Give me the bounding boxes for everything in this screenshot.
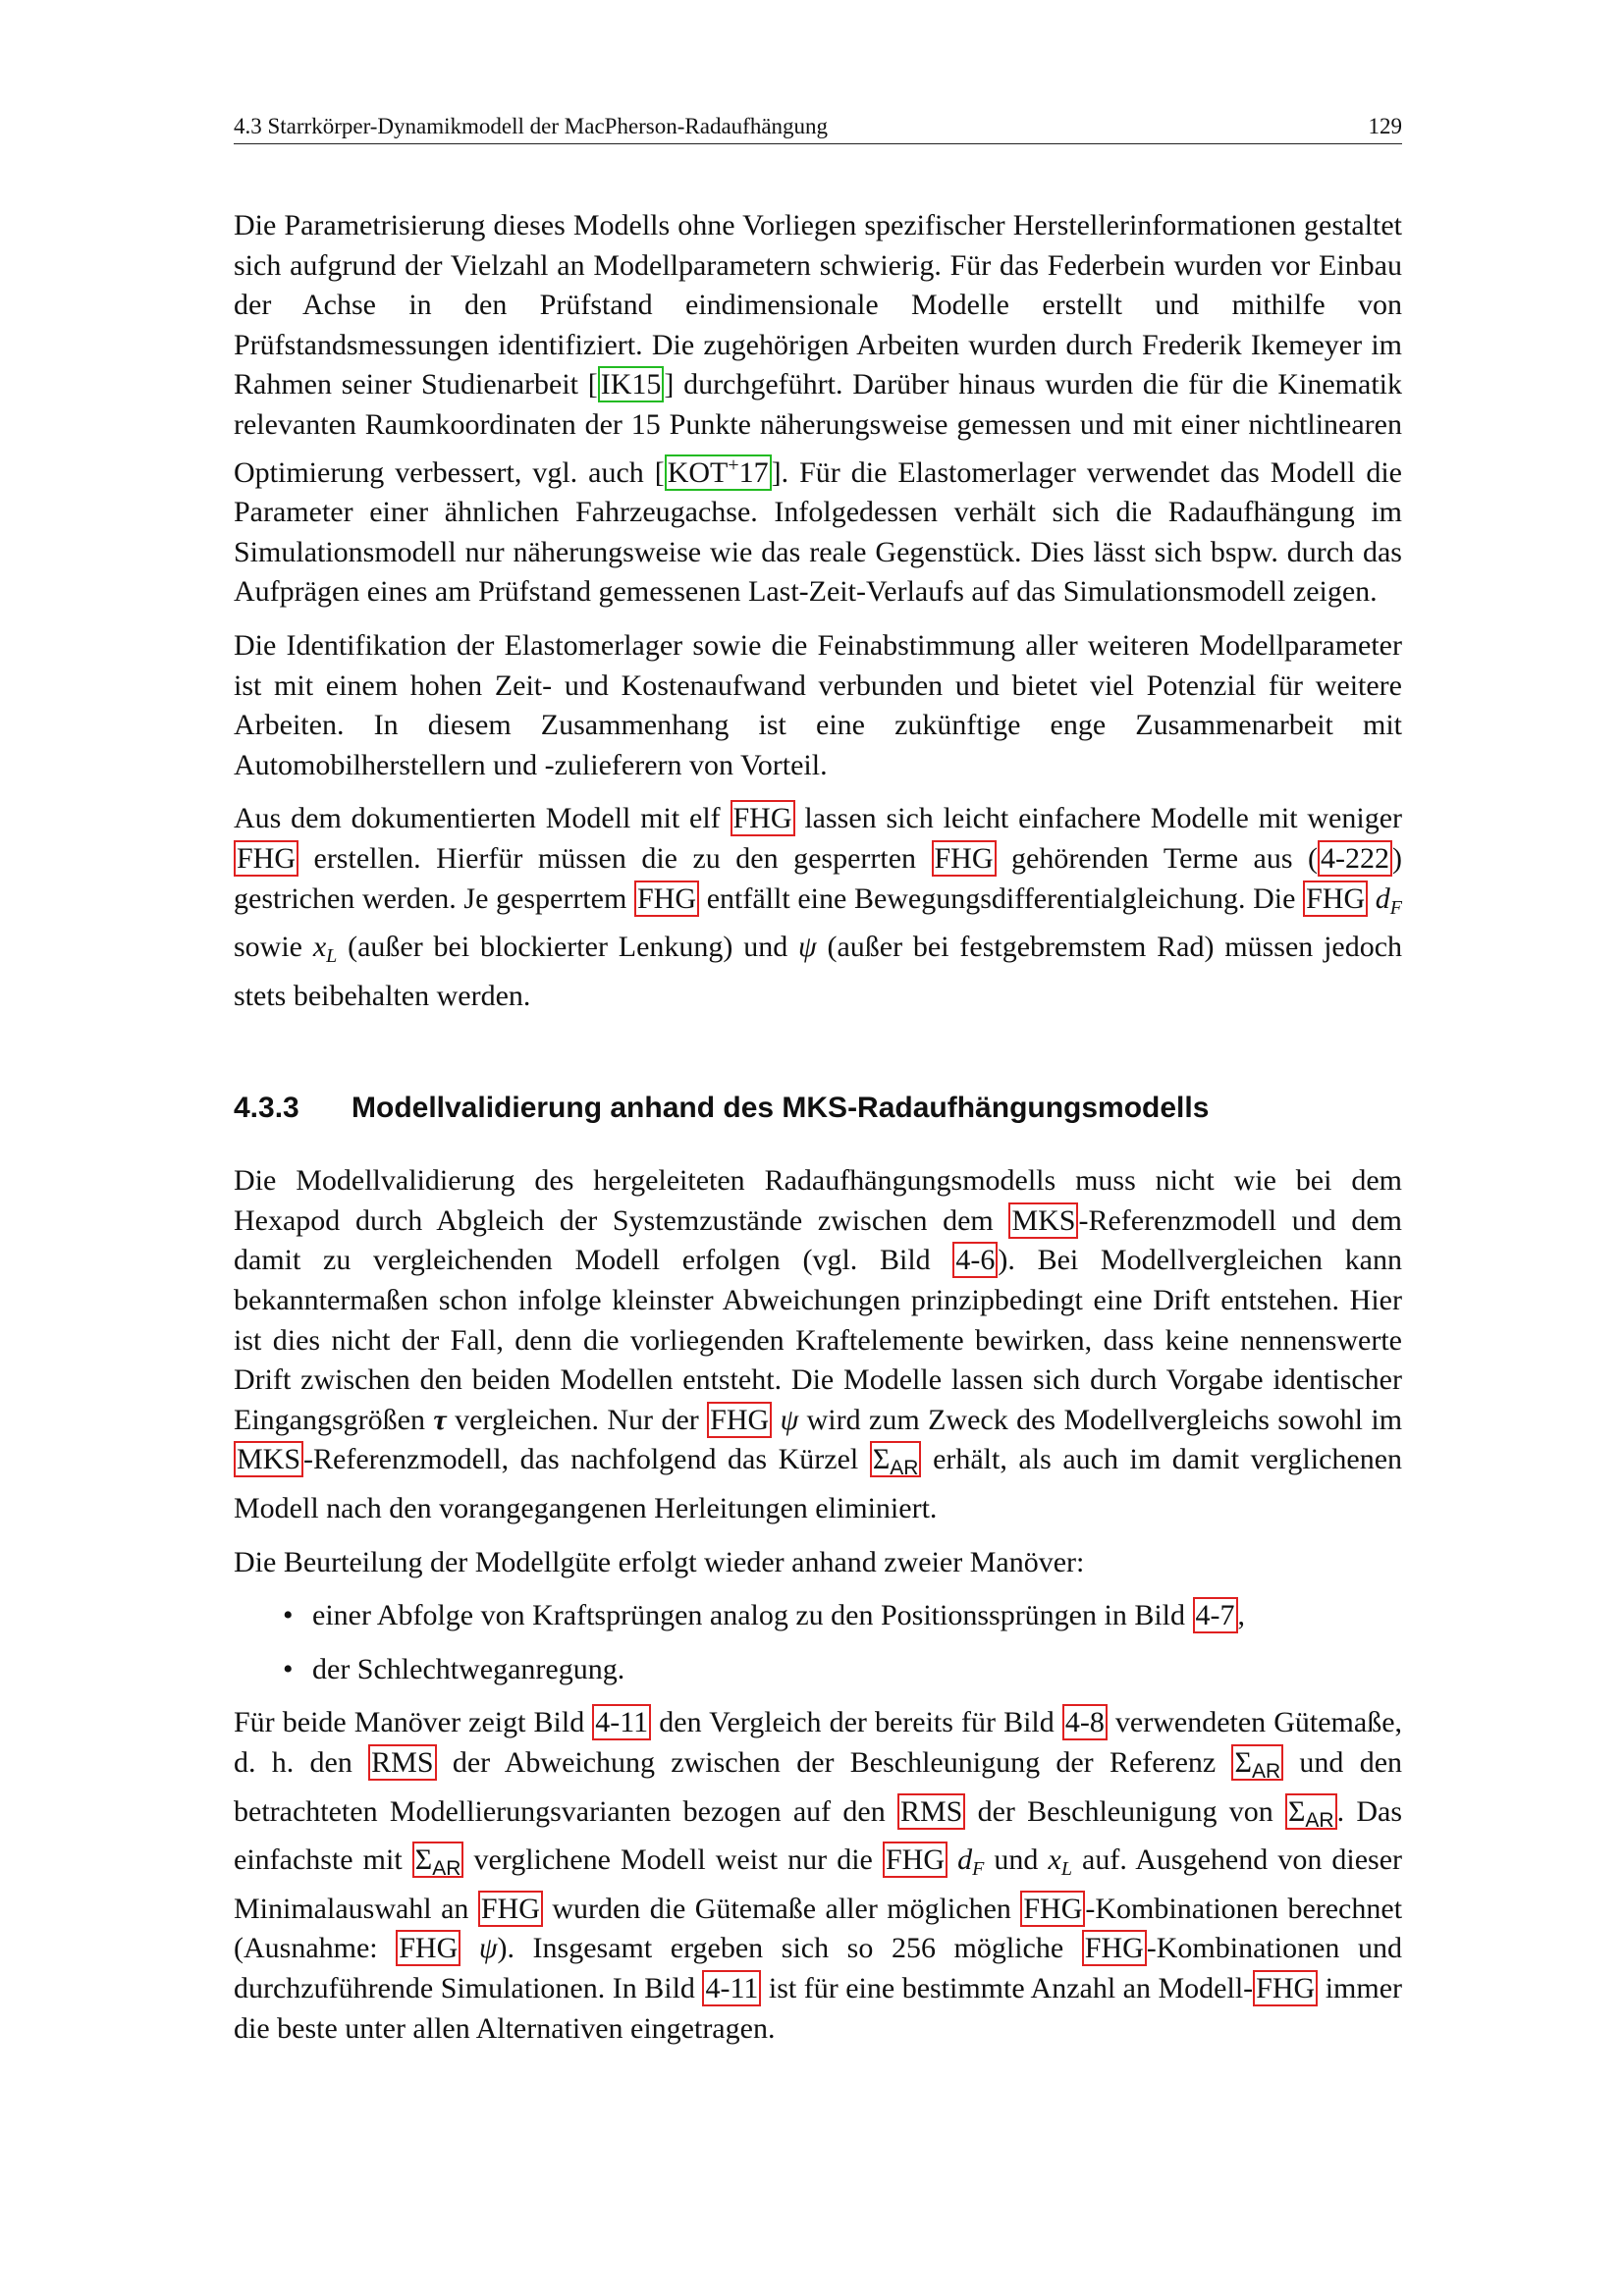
acronym-link-fhg[interactable]: FHG (883, 1842, 947, 1878)
math-x-l (312, 931, 338, 968)
body-content (234, 206, 1402, 2062)
text-run: sowie (234, 931, 302, 964)
bullet-icon: • (283, 1652, 294, 1685)
list-item (234, 1596, 1402, 1636)
text-run: der Schlechtweganregung. (312, 1652, 625, 1685)
math-psi: ψ (780, 1403, 799, 1436)
acronym-link-sigma-ar[interactable] (412, 1842, 464, 1881)
acronym-link-fhg[interactable]: FHG (234, 840, 298, 877)
text-run: ). Insgesamt ergeben sich so 256 mögliche (497, 1932, 1064, 1965)
figure-link-4-7[interactable]: 4-7 (1193, 1597, 1238, 1633)
sigma-subscript: AR (1251, 1760, 1281, 1783)
acronym-link-fhg[interactable]: FHG (731, 800, 795, 836)
acronym-link-sigma-ar[interactable] (1231, 1744, 1283, 1781)
bullet-icon: • (283, 1599, 294, 1632)
math-subscript: L (326, 945, 338, 968)
sigma-subscript: AR (432, 1857, 461, 1881)
citation-authors: KOT (667, 455, 729, 489)
text-run: auf. Ausgehend von dieser Minimalauswahl an (234, 1843, 1403, 1925)
text-run: Aus dem dokumentierten Modell mit elf (234, 802, 721, 835)
sigma-subscript: AR (1305, 1808, 1334, 1832)
math-subscript: L (1060, 1858, 1072, 1881)
text-run: gehörenden Terme aus ( (1011, 841, 1319, 875)
text-run: der Abweichung zwischen der Beschleunigung der Referenz (452, 1746, 1217, 1779)
header-section-title: 4.3 Starrkörper-Dynamikmodell der MacPherson-Radaufhängung (234, 114, 829, 138)
math-symbol: d (957, 1843, 973, 1877)
figure-link-4-11[interactable]: 4-11 (702, 1970, 761, 2006)
math-x-l (1048, 1843, 1072, 1881)
text-run: den Vergleich der bereits für Bild (659, 1706, 1055, 1739)
math-symbol: d (1375, 881, 1390, 915)
text-run: und den betrachteten Modellierungsvarianten bezogen auf den (234, 1746, 1403, 1828)
text-run: erhält, als auch im damit verglichenen Modell nach den vorangegangenen Herleitungen eliminiert. (234, 1443, 1403, 1525)
citation-year: 17 (738, 455, 769, 489)
acronym-link-fhg[interactable]: FHG (1253, 1970, 1318, 2006)
text-run: , (1237, 1599, 1246, 1632)
section-number: 4.3.3 (234, 1092, 299, 1125)
text-run: einer Abfolge von Kraftsprüngen analog zu den Positionssprüngen in Bild (312, 1599, 1186, 1632)
paragraph-beurteilung: Die Beurteilung der Modellgüte erfolgt wieder anhand zweier Manöver: (234, 1545, 1085, 1578)
section-title: Modellvalidierung anhand des MKS-Radaufhängungsmodells (352, 1092, 1210, 1125)
text-run: ]. Für die Elastomerlager verwendet das Modell die Parameter einer ähnlichen Fahrzeugachse. Infolgedessen verhält sich die Radaufhängung im Simulationsmodell nur näherungsweise wie das reale Gegenstück. Dies lässt sich bspw. durch das Aufprägen eines am Prüfstand gemessenen Last-Zeit-Verlaufs auf das Simulationsmodell zeigen. (234, 455, 1402, 609)
acronym-link-fhg[interactable]: FHG (707, 1402, 772, 1438)
figure-link-4-11[interactable]: 4-11 (592, 1704, 651, 1740)
text-run: (außer bei festgebremstem Rad) müssen jedoch stets beibehalten werden. (234, 931, 1403, 1012)
math-psi: ψ (798, 931, 817, 964)
math-d-f (957, 1843, 985, 1881)
acronym-link-fhg[interactable]: FHG (932, 840, 997, 877)
figure-link-4-8[interactable]: 4-8 (1062, 1704, 1108, 1740)
math-subscript: F (1389, 896, 1403, 919)
maneuver-list (234, 1596, 1402, 1689)
text-run: verglichene Modell weist nur die (473, 1843, 873, 1877)
text-run: immer die beste unter allen Alternativen eingetragen. (234, 1971, 1402, 2045)
citation-link-ik15[interactable]: IK15 (598, 366, 665, 402)
text-run: entfällt eine Bewegungsdifferentialgleichung. Die (706, 881, 1296, 915)
math-symbol: x (312, 931, 327, 964)
acronym-link-mks[interactable]: MKS (1008, 1202, 1078, 1239)
acronym-link-fhg[interactable]: FHG (634, 881, 699, 917)
figure-link-4-6[interactable]: 4-6 (952, 1242, 998, 1278)
text-run: -Kombinationen berechnet (Ausnahme: (234, 1892, 1403, 1965)
text-run: . Das einfachste mit (234, 1794, 1403, 1877)
sigma-symbol: Σ (414, 1843, 433, 1877)
math-d-f (1375, 881, 1403, 919)
acronym-link-mks[interactable]: MKS (234, 1441, 303, 1477)
text-run: erstellen. Hierfür müssen die zu den gesperrten (313, 841, 917, 875)
equation-link-4-222[interactable]: 4-222 (1318, 840, 1392, 877)
acronym-link-rms[interactable]: RMS (897, 1793, 965, 1830)
acronym-link-fhg[interactable]: FHG (1020, 1891, 1085, 1927)
text-run: vergleichen. Nur der (455, 1403, 699, 1436)
text-run: -Referenzmodell, das nachfolgend das Kürzel (303, 1443, 859, 1476)
acronym-link-sigma-ar[interactable] (870, 1441, 922, 1480)
header-page-number: 129 (1368, 114, 1402, 138)
text-run: und (994, 1843, 1039, 1877)
text-run: ) gestrichen werden. Je gesperrtem (234, 841, 1403, 915)
math-subscript: F (972, 1858, 985, 1881)
math-tau: τ (433, 1403, 447, 1436)
acronym-link-fhg[interactable]: FHG (1082, 1930, 1147, 1966)
list-item (234, 1650, 1402, 1690)
paragraph-identifikation: Die Identifikation der Elastomerlager sowie die Feinabstimmung aller weiteren Modellparameter ist mit einem hohen Zeit- und Kostenaufwand verbunden und bietet viel Potenzial für weitere Arbeiten. In diesem Zusammenhang ist eine zukünftige enge Zusammenarbeit mit Automobilherstellern und -zulieferern von Vorteil. (234, 628, 1402, 781)
text-run: ist für eine bestimmte Anzahl an Modell- (768, 1971, 1254, 2004)
text-run: -Referenzmodell und dem damit zu vergleichenden Modell erfolgen (vgl. Bild (234, 1203, 1403, 1277)
text-run: wird zum Zweck des Modellvergleichs sowohl im (806, 1403, 1403, 1436)
text-run: ). Bei Modellvergleichen kann bekanntermaßen schon infolge kleinster Abweichungen prinzipbedingt eine Drift entstehen. Hier ist dies nicht der Fall, denn die vorliegenden Kraftelemente bewirken, dass keine nennenswerte Drift zwischen den beiden Modellen entsteht. Die Modelle lassen sich durch Vorgabe identischer Eingangsgrößen (234, 1244, 1402, 1436)
text-run: der Beschleunigung von (977, 1794, 1273, 1828)
sigma-symbol: Σ (1287, 1794, 1306, 1828)
text-run: ] durchgeführt. Darüber hinaus wurden die für die Kinematik relevanten Raumkoordinaten der 15 Punkte näherungsweise gemessen und mit einer nichtlinearen Optimierung verbessert, vgl. auch [ (234, 368, 1402, 489)
paragraph-guetemasse (234, 1703, 1402, 2049)
acronym-link-fhg[interactable]: FHG (478, 1891, 543, 1927)
math-psi: ψ (478, 1932, 498, 1965)
paragraph-modellvalidierung (234, 1161, 1402, 1528)
sigma-subscript: AR (890, 1457, 919, 1480)
text-run: Die Parametrisierung dieses Modells ohne Vorliegen spezifischer Herstellerinformationen gestaltet sich aufgrund der Vielzahl an Modellparametern schwierig. Für das Federbein wurden vor Einbau der Achse in den Prüfstand eindimensionale Modelle erstellt und mithilfe von Prüfstandsmessungen identifiziert. Die zugehörigen Arbeiten wurden durch Frederik Ikemeyer im Rahmen seiner Studienarbeit [ (234, 209, 1402, 401)
text-run: wurden die Gütemaße aller möglichen (552, 1892, 1011, 1925)
text-run: (außer bei blockierter Lenkung) und (348, 931, 788, 964)
section-heading (234, 1089, 1402, 1128)
citation-sup: + (728, 454, 739, 476)
text-run: -Kombinationen und durchzuführende Simulationen. In Bild (234, 1932, 1402, 2004)
paragraph-einfachere-modelle (234, 799, 1402, 1016)
sigma-symbol: Σ (1234, 1746, 1252, 1779)
citation-link-kot17[interactable] (665, 454, 772, 491)
acronym-link-fhg[interactable]: FHG (1303, 881, 1368, 917)
running-header (234, 110, 1402, 144)
text-run: verwendeten Gütemaße, d. h. den (234, 1706, 1403, 1779)
math-symbol: x (1048, 1843, 1061, 1877)
text-run: Die Modellvalidierung des hergeleiteten Radaufhängungsmodells muss nicht wie bei dem Hexapod durch Abgleich der Systemzustände zwischen dem (234, 1164, 1402, 1237)
sigma-symbol: Σ (872, 1443, 891, 1476)
acronym-link-rms[interactable]: RMS (368, 1744, 436, 1781)
acronym-link-sigma-ar[interactable] (1285, 1793, 1337, 1830)
acronym-link-fhg[interactable]: FHG (396, 1930, 460, 1966)
paragraph-parametrisierung (234, 206, 1402, 613)
text-run: lassen sich leicht einfachere Modelle mit weniger (804, 802, 1403, 835)
text-run: Für beide Manöver zeigt Bild (234, 1706, 585, 1739)
